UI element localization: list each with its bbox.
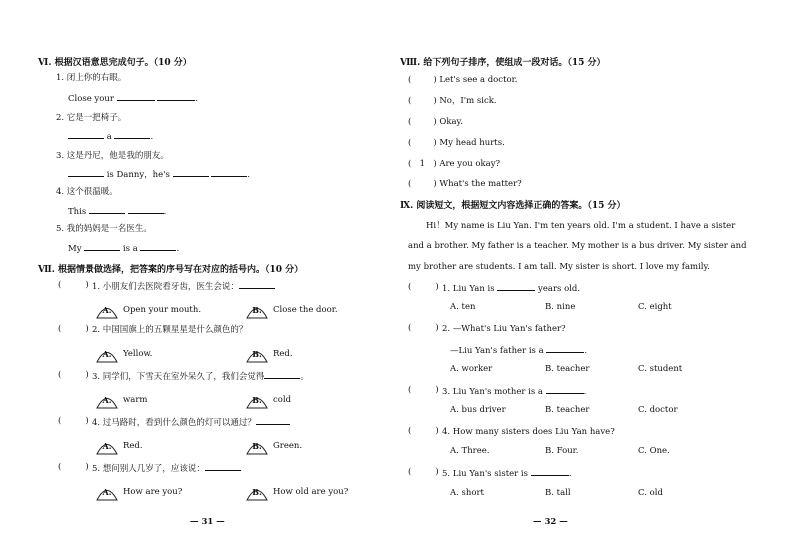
s7-q1-question: 1. 小朋友们去医院看牙齿，医生会说： <box>92 280 275 293</box>
option-badge-icon: A. <box>96 301 118 319</box>
option-badge-icon: B. <box>246 483 268 501</box>
option-badge-icon: B. <box>246 437 268 455</box>
option-badge-icon: A. <box>96 483 118 501</box>
s7-q2-answer-paren[interactable]: ( ) <box>58 324 89 334</box>
reading-passage-line: and a brother. My father is a teacher. My mother is a bus driver. My sister and <box>408 241 747 251</box>
answer-blank[interactable] <box>68 168 104 177</box>
answer-blank[interactable] <box>531 467 569 476</box>
s9-q5-option-b[interactable]: B. tall <box>545 488 571 498</box>
s9-q2-answer-paren[interactable]: ( ) <box>408 323 439 333</box>
right-page <box>400 0 800 560</box>
s9-q1-option-b[interactable]: B. nine <box>545 302 576 312</box>
s9-q2-option-b[interactable]: B. teacher <box>545 364 590 374</box>
answer-blank[interactable] <box>205 462 241 471</box>
s9-q3-option-a[interactable]: A. bus driver <box>450 405 506 415</box>
page-number: — 32 — <box>533 517 568 527</box>
option-badge-icon: A. <box>96 437 118 455</box>
s9-q1-option-c[interactable]: C. eight <box>638 302 672 312</box>
s8-item[interactable]: ( 1 ) Are you okay? <box>408 159 501 169</box>
s6-q1-chinese: 1. 闭上你的右眼。 <box>56 73 127 83</box>
option-badge-icon: B. <box>246 301 268 319</box>
s7-q3-question: 3. 同学们，下雪天在室外呆久了，我们会觉得 。 <box>92 372 309 382</box>
s7-q5-option-b[interactable]: B. How old are you? <box>246 483 348 501</box>
answer-blank[interactable] <box>68 130 104 139</box>
s7-q2-question: 2. 中国国旗上的五颗星星是什么颜色的？ <box>92 325 248 335</box>
section-8-title: Ⅷ. 给下列句子排序，使组成一段对话。（15 分） <box>400 58 606 68</box>
s9-q4-option-a[interactable]: A. Three. <box>450 446 490 456</box>
s9-q2-question: 2. —What's Liu Yan's father? <box>442 324 566 334</box>
s9-q5-option-c[interactable]: C. old <box>638 488 663 498</box>
s7-q4-option-b[interactable]: B. Green. <box>246 437 302 455</box>
s7-q2-option-b[interactable]: B. Red. <box>246 345 293 363</box>
s7-q2-option-a[interactable]: A. Yellow. <box>96 345 152 363</box>
s7-q4-option-a[interactable]: A. Red. <box>96 437 143 455</box>
answer-blank[interactable] <box>239 280 275 289</box>
s9-q2-option-a[interactable]: A. worker <box>450 364 493 374</box>
s6-q5-chinese: 5. 我的妈妈是一名医生。 <box>56 224 152 234</box>
s8-item[interactable]: ( ) Okay. <box>408 117 463 127</box>
answer-blank[interactable] <box>157 92 195 101</box>
option-badge-icon: A. <box>96 391 118 409</box>
s9-q3-question: 3. Liu Yan's mother is a . <box>442 387 587 397</box>
s6-q4-chinese: 4. 这个很温暖。 <box>56 187 118 197</box>
s9-q3-option-b[interactable]: B. teacher <box>545 405 590 415</box>
answer-blank[interactable] <box>546 344 584 353</box>
answer-blank[interactable] <box>84 242 120 251</box>
s9-q3-option-c[interactable]: C. doctor <box>638 405 678 415</box>
s9-q4-answer-paren[interactable]: ( ) <box>408 426 439 436</box>
page-number: — 31 — <box>190 517 225 527</box>
answer-blank[interactable] <box>497 282 535 291</box>
s9-q1-question: 1. Liu Yan is years old. <box>442 284 581 294</box>
option-badge-icon: A. <box>96 345 118 363</box>
s8-item[interactable]: ( ) What's the matter? <box>408 179 522 189</box>
s9-q5-option-a[interactable]: A. short <box>450 488 484 498</box>
s7-q3-answer-paren[interactable]: ( ) <box>58 370 89 380</box>
answer-blank[interactable] <box>140 242 176 251</box>
option-badge-icon: B. <box>246 391 268 409</box>
s9-q2-option-c[interactable]: C. student <box>638 364 683 374</box>
reading-passage-line: Hi！My name is Liu Yan. I'm ten years old. I'm a student. I have a sister <box>426 221 736 231</box>
reading-passage-line: my brother are students. I am tall. My sister is short. I love my family. <box>408 262 710 272</box>
s7-q3-option-a[interactable]: A. warm <box>96 391 147 409</box>
answer-blank[interactable] <box>89 205 125 214</box>
answer-blank[interactable] <box>114 130 150 139</box>
answer-blank[interactable] <box>546 385 584 394</box>
s9-q5-answer-paren[interactable]: ( ) <box>408 467 439 477</box>
s6-q1-english: Close your . <box>68 94 199 104</box>
answer-blank[interactable] <box>256 416 290 425</box>
s9-q4-option-c[interactable]: C. One. <box>638 446 670 456</box>
s7-q1-option-b[interactable]: B. Close the door. <box>246 301 338 319</box>
s7-q5-answer-paren[interactable]: ( ) <box>58 462 89 472</box>
s7-q1-answer-paren[interactable]: ( ) <box>58 280 89 290</box>
s6-q5-english: My is a . <box>68 244 180 254</box>
s8-item[interactable]: ( ) My head hurts. <box>408 138 505 148</box>
s8-item[interactable]: ( ) Let's see a doctor. <box>408 75 518 85</box>
s9-q3-answer-paren[interactable]: ( ) <box>408 385 439 395</box>
s7-q4-answer-paren[interactable]: ( ) <box>58 416 89 426</box>
s9-q1-answer-paren[interactable]: ( ) <box>408 282 439 292</box>
section-7-title: Ⅶ. 根据情景做选择，把答案的序号写在对应的括号内。（10 分） <box>38 265 304 275</box>
s9-q5-question: 5. Liu Yan's sister is . <box>442 469 572 479</box>
s7-q1-option-a[interactable]: A. Open your mouth. <box>96 301 201 319</box>
section-6-title: Ⅵ. 根据汉语意思完成句子。（10 分） <box>38 58 192 68</box>
s7-q5-option-a[interactable]: A. How are you? <box>96 483 182 501</box>
answer-blank[interactable] <box>173 168 209 177</box>
answer-blank[interactable] <box>128 205 164 214</box>
s6-q3-chinese: 3. 这是丹尼，他是我的朋友。 <box>56 151 169 161</box>
s9-q1-option-a[interactable]: A. ten <box>450 302 476 312</box>
s6-q2-chinese: 2. 它是一把椅子。 <box>56 113 127 123</box>
section-9-title: Ⅸ. 阅读短文，根据短文内容选择正确的答案。（15 分） <box>400 201 626 211</box>
s9-q2-question-line2: —Liu Yan's father is a . <box>450 346 588 356</box>
s8-item[interactable]: ( ) No，I'm sick. <box>408 96 497 106</box>
option-badge-icon: B. <box>246 345 268 363</box>
s6-q4-english: This . <box>68 207 167 217</box>
s6-q2-english: a . <box>68 130 153 143</box>
s7-q4-question: 4. 过马路时，看到什么颜色的灯可以通过？ <box>92 416 290 429</box>
s6-q3-english: is Danny，he's . <box>68 168 250 181</box>
answer-blank[interactable] <box>264 370 300 379</box>
answer-blank[interactable] <box>211 168 247 177</box>
s9-q4-option-b[interactable]: B. Four. <box>545 446 579 456</box>
answer-blank[interactable] <box>117 92 155 101</box>
s7-q3-option-b[interactable]: B. cold <box>246 391 291 409</box>
s7-q5-question: 5. 想问别人几岁了，应该说： <box>92 462 241 475</box>
s9-q4-question: 4. How many sisters does Liu Yan have? <box>442 427 615 437</box>
